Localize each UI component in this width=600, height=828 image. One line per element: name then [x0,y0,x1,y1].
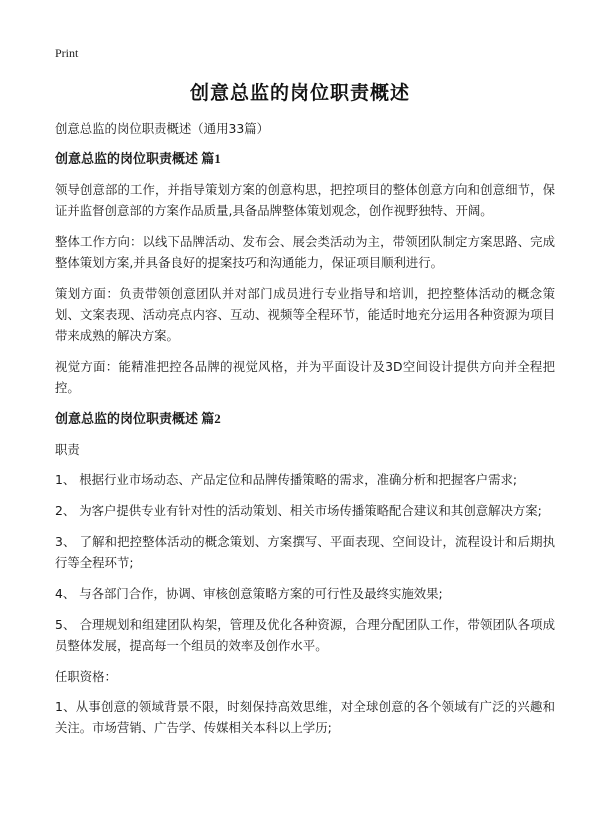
duty-item: 2、 为客户提供专业有针对性的活动策划、相关市场传播策略配合建议和其创意解决方案; [55,503,542,518]
page-title: 创意总监的岗位职责概述 [189,82,410,104]
document-body [55,118,555,748]
qualifications-label: 任职资格： [55,669,117,684]
duty-item: 4、 与各部门合作，协调、审核创意策略方案的可行性及最终实施效果; [55,586,443,601]
duty-item: 1、 根据行业市场动态、产品定位和品牌传播策略的需求，准确分析和把握客户需求; [55,472,518,487]
duties-label: 职责 [55,442,80,457]
section-heading-1: 创意总监的岗位职责概述 篇1 [55,151,221,166]
duty-item: 3、 了解和把控整体活动的概念策划、方案撰写、平面表现、空间设计，流程设计和后期执行等全程环节; [55,534,555,570]
document-subtitle: 创意总监的岗位职责概述（通用33篇） [55,121,270,136]
section-heading-2: 创意总监的岗位职责概述 篇2 [55,411,221,426]
paragraph: 策划方面：负责带领创意团队并对部门成员进行专业指导和培训，把控整体活动的概念策划、文案表现、活动亮点内容、互动、视频等全程环节，能适时地充分运用各种资源为项目带来成熟的解决方案。 [55,286,555,343]
paragraph: 领导创意部的工作，并指导策划方案的创意构思，把控项目的整体创意方向和创意细节，保证并监督创意部的方案作品质量,具备品牌整体策划观念，创作视野独特、开阔。 [55,182,555,218]
paragraph: 整体工作方向：以线下品牌活动、发布会、展会类活动为主，带领团队制定方案思路、完成整体策划方案,并具备良好的提案技巧和沟通能力，保证项目顺利进行。 [55,234,555,270]
duty-item: 5、 合理规划和组建团队构架，管理及优化各种资源，合理分配团队工作，带领团队各项成员整体发展，提高每一个组员的效率及创作水平。 [55,617,555,653]
print-label: Print [55,46,79,60]
qualification-item: 1、从事创意的领域背景不限，时刻保持高效思维，对全球创意的各个领域有广泛的兴趣和关注。市场营销、广告学、传媒相关本科以上学历; [55,699,555,735]
paragraph: 视觉方面：能精准把控各品牌的视觉风格，并为平面设计及3D空间设计提供方向并全程把控。 [55,359,555,395]
